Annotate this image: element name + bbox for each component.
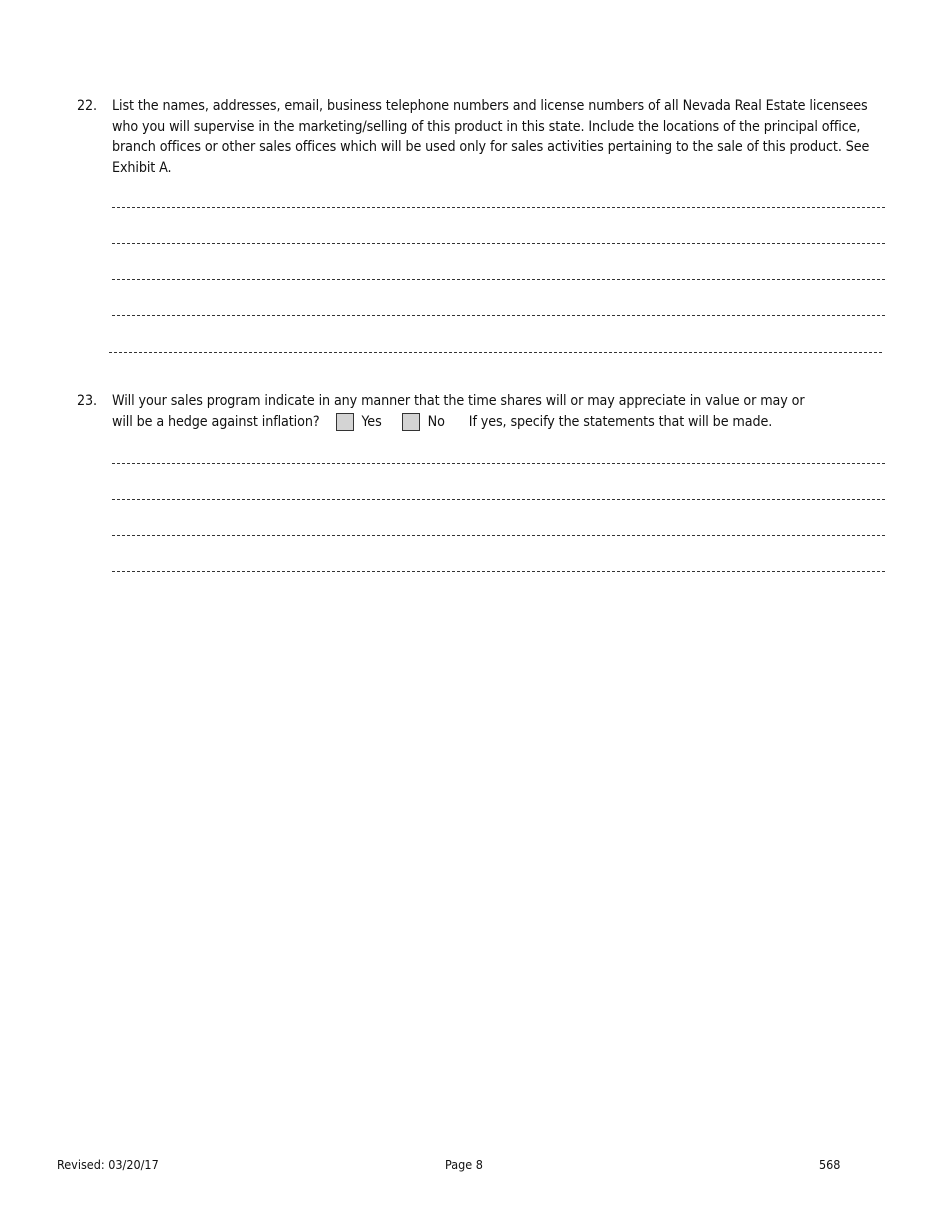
- option-yes[interactable]: [336, 412, 382, 433]
- answer-line-23-3[interactable]: [112, 535, 885, 536]
- answer-line-22-5[interactable]: [109, 352, 882, 353]
- question-22: [77, 96, 882, 178]
- footer-form-number: 568: [819, 1157, 841, 1172]
- question-23-number: 23.: [77, 393, 97, 409]
- question-22-number: 22.: [77, 98, 97, 114]
- no-checkbox[interactable]: [402, 413, 420, 431]
- answer-line-22-1[interactable]: [112, 207, 885, 208]
- question-23-text: [112, 391, 882, 432]
- answer-line-23-4[interactable]: [112, 571, 885, 572]
- footer-page-number: Page 8: [445, 1157, 483, 1172]
- yes-label: Yes: [361, 413, 382, 430]
- answer-line-23-1[interactable]: [112, 463, 885, 464]
- answer-line-22-2[interactable]: [112, 243, 885, 244]
- footer-revised-date: Revised: 03/20/17: [57, 1157, 159, 1172]
- question-23-text-line1: Will your sales program indicate in any manner that the time shares will or may appreciate in value or may or: [112, 393, 805, 409]
- question-22-text: List the names, addresses, email, business telephone numbers and license numbers of all Nevada Real Estate licensees who you will supervise in the marketing/selling of this product in this state. Include the locations of the principal office, branch offices or other sales offices which will be used only for sales activities pertaining to the sale of this product. See Exhibit A.: [112, 98, 870, 176]
- question-23-text-line2-row: [112, 412, 882, 433]
- answer-line-23-2[interactable]: [112, 499, 885, 500]
- question-23: [77, 391, 882, 432]
- question-23-follow-up: If yes, specify the statements that will be made.: [468, 413, 773, 430]
- answer-line-22-4[interactable]: [112, 315, 885, 316]
- yes-checkbox[interactable]: [336, 413, 354, 431]
- answer-line-22-3[interactable]: [112, 279, 885, 280]
- no-label: No: [427, 413, 445, 430]
- question-23-text-line2: will be a hedge against inflation?: [112, 413, 320, 430]
- option-no[interactable]: [402, 412, 445, 433]
